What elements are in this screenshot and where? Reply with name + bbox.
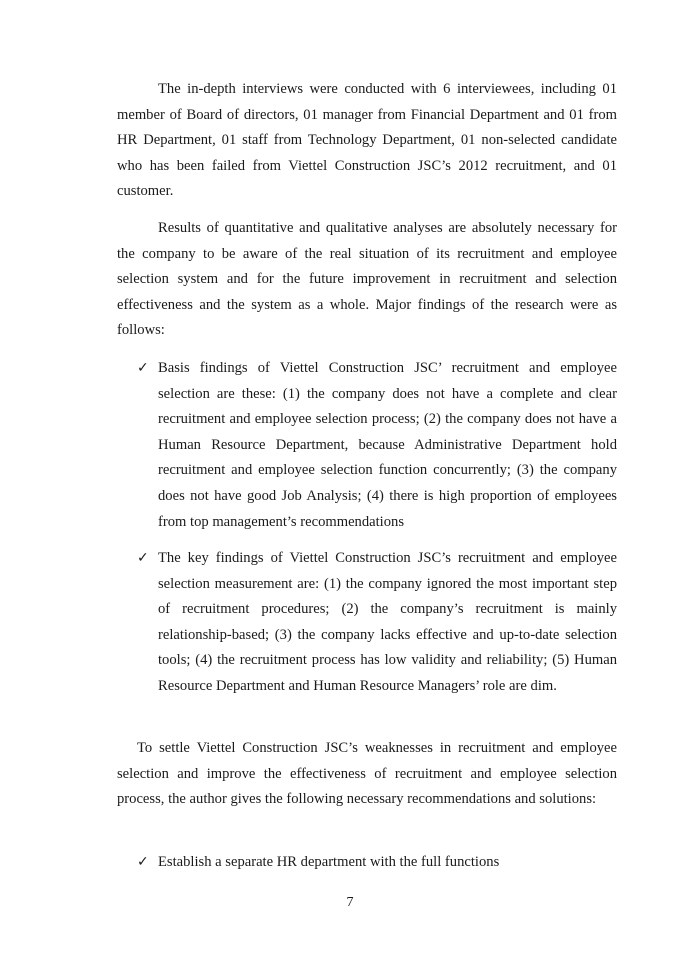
finding-text: The key findings of Viettel Construction JSC’s recruitment and employee selection measurement are: (1) the company ignored the most important step of recruitment procedures; (2) the company’s recruitment is mainly relationship-based; (3) the company lacks effective and up-to-date selection tools; (4) the recruitment process has low validity and reliability; (5) Human Resource Department and Human Resource Managers’ role are dim. [158,550,617,694]
finding-item-key [117,546,617,700]
paragraph-interviews: The in-depth interviews were conducted with 6 interviewees, including 01 member of Board of directors, 01 manager from Financial Department and 01 from HR Department, 01 staff from Technology Department, 01 non-selected candidate who has been failed from Viettel Construction JSC’s 2012 recruitment, and 01 customer. [117,81,617,200]
checkmark-icon: ✓ [137,550,149,566]
recommendation-text: Establish a separate HR department with the full functions [158,854,500,870]
checkmark-icon: ✓ [137,854,149,870]
finding-item-basis [117,356,617,535]
page-number: 7 [346,895,354,910]
checkmark-icon: ✓ [137,360,149,376]
finding-text: Basis findings of Viettel Construction JSC’ recruitment and employee selection are these: (1) the company does not have a complete and clear recruitment and employee selection process; (2) the company does not have a Human Resource Department, because Administrative Department hold recruitment and employee selection function concurrently; (3) the company does not have good Job Analysis; (4) there is high proportion of employees from top management’s recommendations [158,360,617,530]
recommendation-item [117,850,617,876]
paragraph-recommendations-intro: To settle Viettel Construction JSC’s weaknesses in recruitment and employee selection and improve the effectiveness of recruitment and employee selection process, the author gives the following necessary recommendations and solutions: [117,740,617,808]
paragraph-analysis-results: Results of quantitative and qualitative analyses are absolutely necessary for the company to be aware of the real situation of its recruitment and employee selection system and for the future improvement in recruitment and selection effectiveness and the system as a whole. Major findings of the research were as follows: [117,220,617,339]
